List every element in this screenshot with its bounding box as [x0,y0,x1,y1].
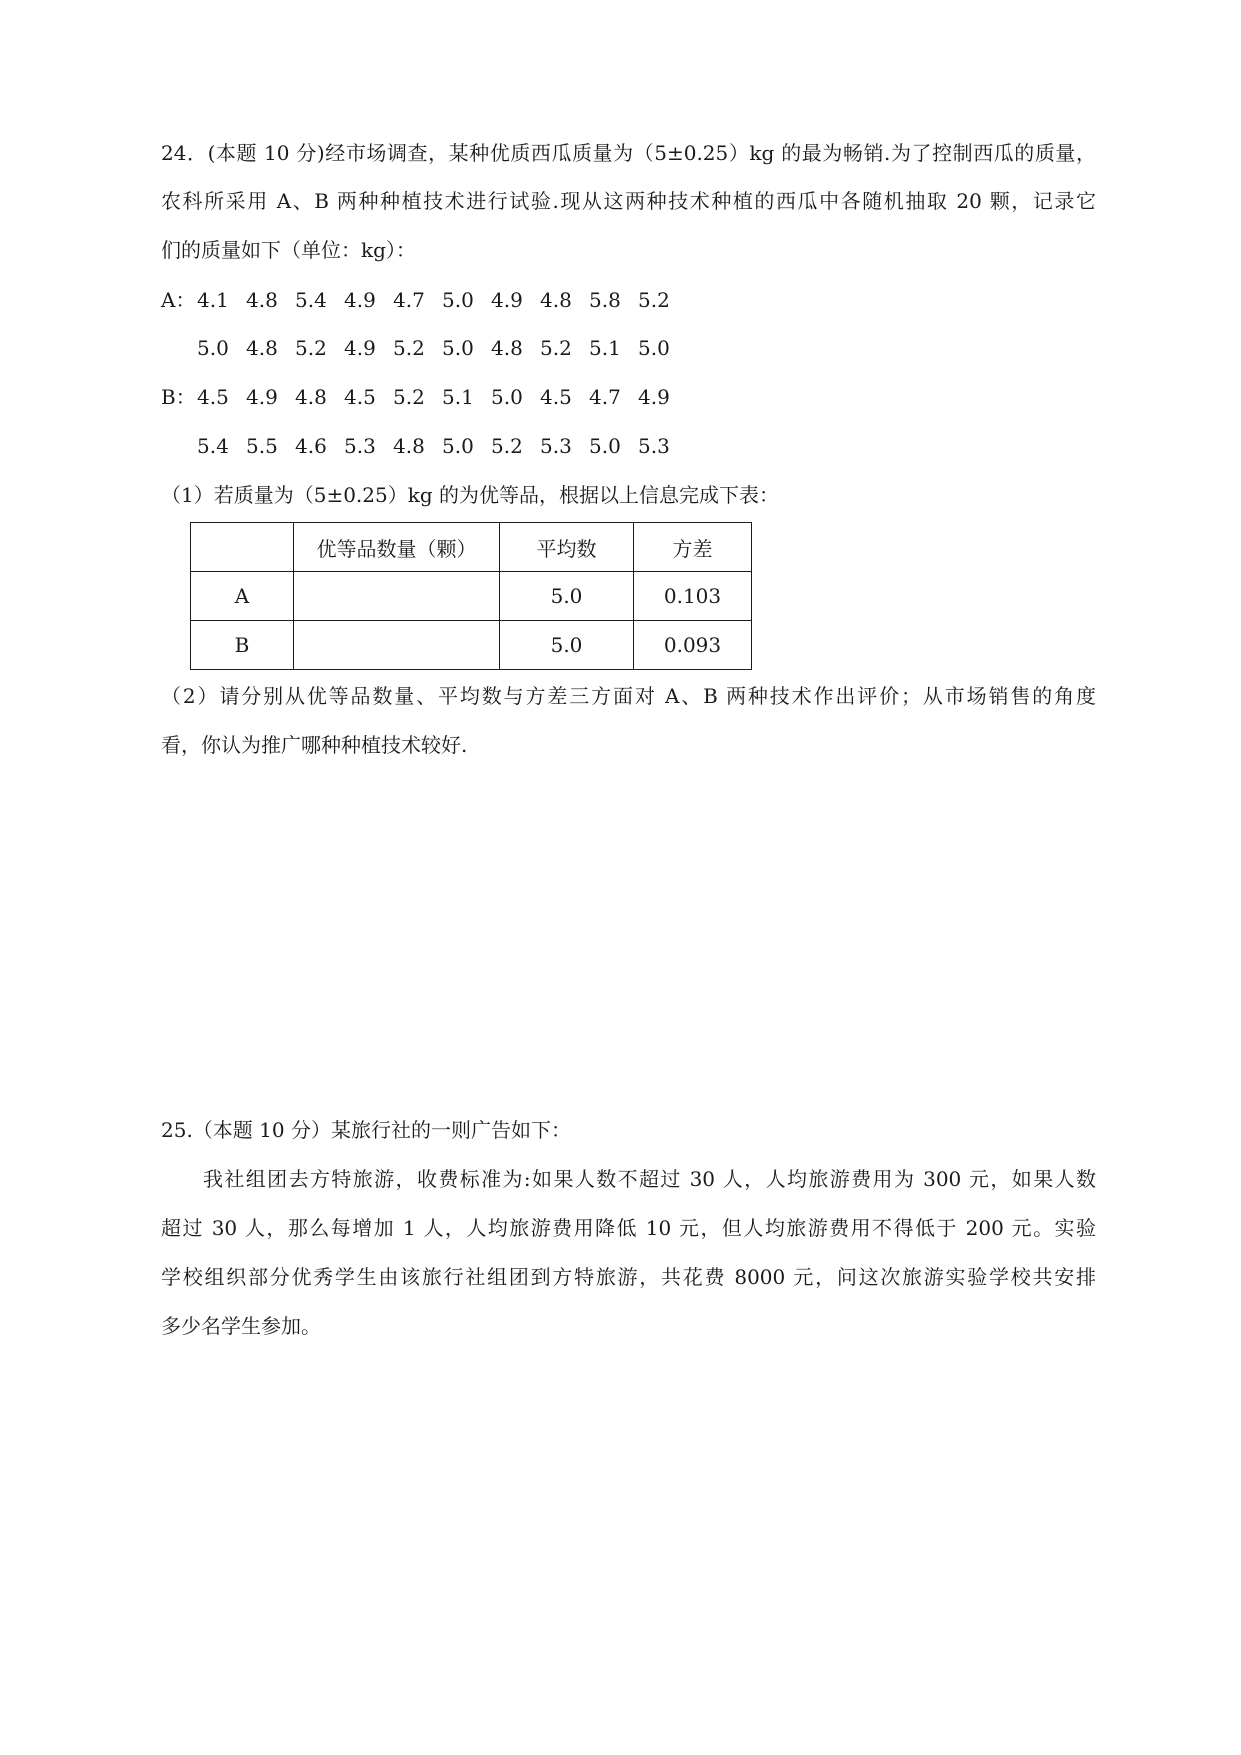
table-cell: 5.0 [500,621,634,670]
data-value: 5.0 [442,434,474,458]
answer-table [190,522,752,670]
table-header-cell [191,523,294,572]
data-value: 5.2 [638,288,670,312]
q24-part-1: （1）若质量为（5±0.25）kg 的为优等品，根据以上信息完成下表： [161,483,780,507]
data-value: 4.7 [393,288,425,312]
table-row [191,621,752,670]
data-value: 5.1 [589,336,621,360]
data-value: 5.0 [442,288,474,312]
data-value: 4.9 [344,336,376,360]
data-value: 5.3 [540,434,572,458]
data-value: 4.9 [638,385,670,409]
data-value: 4.8 [491,336,523,360]
table-header-cell: 方差 [634,523,752,572]
q25-line-3: 超过 30 人，那么每增加 1 人，人均旅游费用降低 10 元，但人均旅游费用不得低于 200 元。实验 [161,1216,1096,1240]
data-value: 4.6 [295,434,327,458]
table-row [191,572,752,621]
data-row-b2 [197,431,687,461]
data-value: 5.8 [589,288,621,312]
data-value: 5.4 [295,288,327,312]
data-value: 4.9 [246,385,278,409]
q25-line-1: 25.（本题 10 分）某旅行社的一则广告如下： [161,1118,571,1142]
data-value: 4.5 [344,385,376,409]
data-value: 4.9 [344,288,376,312]
data-value: 5.3 [344,434,376,458]
table-header-cell: 优等品数量（颗） [294,523,500,572]
table-header-row [191,523,752,572]
data-value: 5.5 [246,434,278,458]
data-value: 5.0 [491,385,523,409]
q24-line-3: 们的质量如下（单位：kg）： [161,238,416,262]
table-cell: 0.093 [634,621,752,670]
data-value: 5.2 [393,336,425,360]
data-value: 5.2 [393,385,425,409]
q24-part-2-line-1: （2）请分别从优等品数量、平均数与方差三方面对 A、B 两种技术作出评价；从市场销售的角度 [161,684,1096,708]
data-value: 5.0 [442,336,474,360]
data-value: 5.1 [442,385,474,409]
data-value: 4.9 [491,288,523,312]
data-value: 5.3 [638,434,670,458]
data-row-a2 [197,333,687,363]
data-value: 5.0 [638,336,670,360]
data-value: 4.1 [197,288,229,312]
q25-line-5: 多少名学生参加。 [161,1314,321,1338]
data-value: 4.8 [295,385,327,409]
table-cell: A [191,572,294,621]
data-value: 4.8 [540,288,572,312]
table-header-cell: 平均数 [500,523,634,572]
q25-line-4: 学校组织部分优秀学生由该旅行社组团到方特旅游，共花费 8000 元，问这次旅游实验学校共安排 [161,1265,1096,1289]
q25-line-2: 我社组团去方特旅游，收费标准为:如果人数不超过 30 人，人均旅游费用为 300 元，如果人数 [203,1167,1096,1191]
table-cell: 5.0 [500,572,634,621]
data-value: 4.8 [246,336,278,360]
data-value: 4.5 [540,385,572,409]
table-cell-blank [294,572,500,621]
data-value: 5.0 [197,336,229,360]
series-b-label: B： [161,385,196,409]
data-row-a1 [161,285,687,315]
series-a-label: A： [161,288,196,312]
q24-line-2: 农科所采用 A、B 两种种植技术进行试验.现从这两种技术种植的西瓜中各随机抽取 20 颗，记录它 [161,189,1096,213]
data-value: 5.2 [491,434,523,458]
q24-line-1: 24．(本题 10 分)经市场调查，某种优质西瓜质量为（5±0.25）kg 的最为畅销.为了控制西瓜的质量， [161,141,1096,165]
data-value: 4.5 [197,385,229,409]
table-cell: B [191,621,294,670]
q24-part-2-line-2: 看，你认为推广哪种种植技术较好. [161,733,468,757]
data-row-b1 [161,382,687,412]
data-value: 5.0 [589,434,621,458]
data-value: 5.4 [197,434,229,458]
data-value: 5.2 [295,336,327,360]
table-cell: 0.103 [634,572,752,621]
data-value: 4.8 [246,288,278,312]
data-value: 5.2 [540,336,572,360]
table-cell-blank [294,621,500,670]
data-value: 4.7 [589,385,621,409]
data-value: 4.8 [393,434,425,458]
